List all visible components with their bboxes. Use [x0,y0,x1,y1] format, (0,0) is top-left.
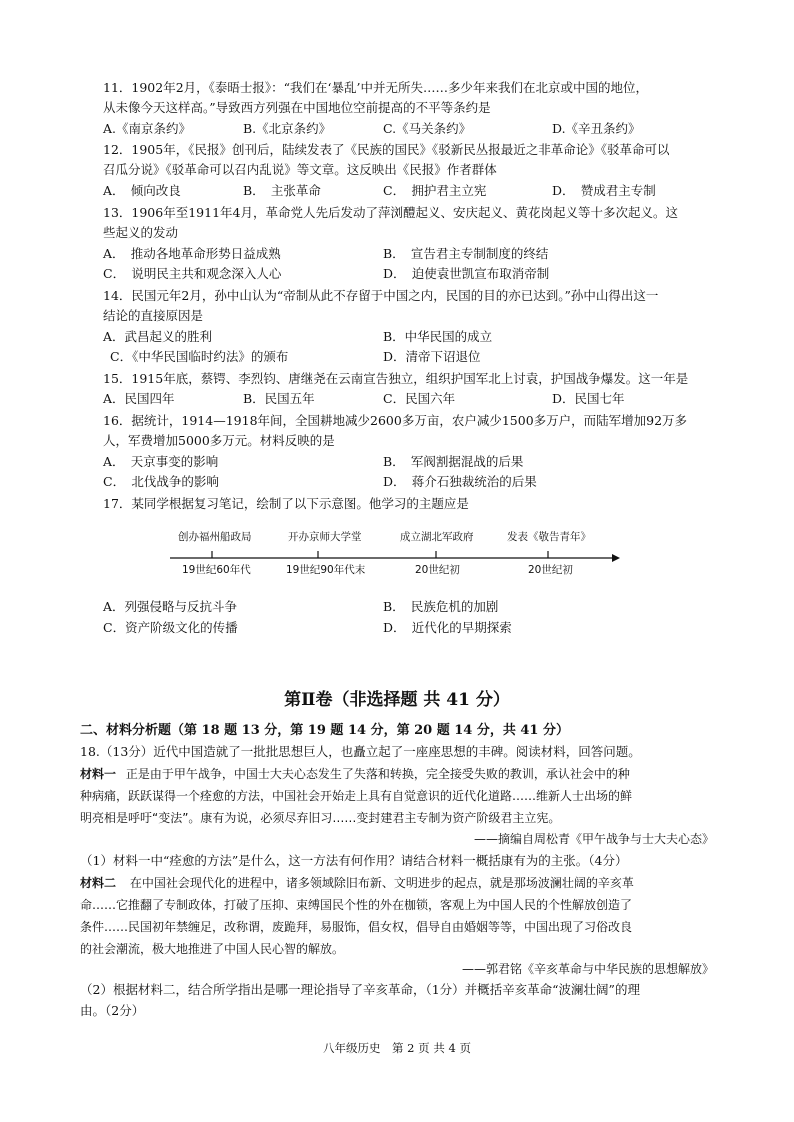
timeline-time-2: 19世纪90年代末 [286,564,366,576]
material-1-source: ——摘编自周松青《甲午战争与士大夫心态》 [473,832,714,846]
material-2-label: 材料二 [80,876,117,890]
q11-stem-line-2: 从未像今天这样高。”导致西方列强在中国地位空前提高的不平等条约是 [103,100,491,115]
material-2-line-2: 命……它推翻了专制政体，打破了压抑、束缚国民个性的外在枷锁，客观上为中国人民的个性解放创造了 [80,898,633,912]
q13-option-a: A． 推动各地革命形势日益成熟 [103,246,281,261]
q15-option-c: C．民国六年 [383,391,456,406]
q14-option-d: D．清帝下诏退位 [383,349,481,364]
q17-option-a: A．列强侵略与反抗斗争 [103,599,238,614]
q14-option-c: C．《中华民国临时约法》的颁布 [110,349,289,364]
timeline-event-3: 成立湖北军政府 [400,531,474,543]
material-2-line-4: 的社会潮流，极大地推进了中国人民心智的解放。 [80,942,345,956]
material-1-line-2: 种病痛，跃跃谋得一个痊愈的方法，中国社会开始走上具有自觉意识的近代化道路……维新人士出场的鲜 [80,789,633,803]
q18-sub-2-line-1: （2）根据材料二，结合所学指出是哪一理论指导了辛亥革命，（1分）并概括辛亥革命“波澜壮阔”的理 [80,982,640,997]
timeline-event-2: 开办京师大学堂 [288,531,362,543]
q12-stem-line-2: 召瓜分说》《驳革命可以召内乱说》等文章。这反映出《民报》作者群体 [103,162,497,177]
q12-option-b: B． 主张革命 [243,183,321,198]
material-1-line-1 [80,764,630,784]
q12-stem-line-1: 12．1905年，《民报》创刊后，陆续发表了《民族的国民》《驳新民丛报最近之非革命论》《驳革命可以 [103,142,670,157]
q13-option-d: D． 迫使袁世凯宣布取消帝制 [383,266,550,281]
q15-stem-line-1: 15．1915年底，蔡锷、李烈钧、唐继尧在云南宣告独立，组织护国军北上讨袁，护国战争爆发。这一年是 [103,371,689,386]
q16-option-a: A． 天京事变的影响 [103,454,219,469]
q16-option-d: D． 蒋介石独裁统治的后果 [383,474,537,489]
q13-stem-line-1: 13．1906年至1911年4月，革命党人先后发动了萍浏醴起义、安庆起义、黄花岗起义等十多次起义。这 [103,205,678,220]
q11-stem-line-1: 11．1902年2月，《泰晤士报》：“我们在‘暴乱’中并无所失……多少年来我们在北京或中国的地位， [103,80,649,95]
section-2-heading: 二、材料分析题（第 18 题 13 分，第 19 题 14 分，第 20 题 14 分，共 41 分） [80,723,569,738]
q12-option-a: A． 倾向改良 [103,183,181,198]
q11-option-d: D.《辛丑条约》 [552,121,641,136]
q11-option-b: B.《北京条约》 [243,121,332,136]
q12-option-c: C． 拥护君主立宪 [383,183,487,198]
q16-stem-line-1: 16．据统计，1914—1918年间，全国耕地减少2600多万亩，农户减少1500多万户，而陆军增加92万多 [103,413,688,428]
q14-stem-line-2: 结论的直接原因是 [103,308,204,323]
q14-option-b: B．中华民国的成立 [383,329,493,344]
q15-option-a: A．民国四年 [103,391,175,406]
q18-sub-2-line-2: 由。（2分） [80,1003,145,1018]
q18-sub-1: （1）材料一中“痊愈的方法”是什么，这一方法有何作用？请结合材料一概括康有为的主张。（4分） [80,853,628,868]
material-2-line-3: 条件……民国初年禁缠足，改称谓，废跪拜，易服饰，倡女权，倡导自由婚姻等等，中国出现了习俗改良 [80,920,633,934]
q11-option-a: A.《南京条约》 [103,121,192,136]
material-1-text-1: 正是由于甲午战争，中国士大夫心态发生了失落和转换，完全接受失败的教训，承认社会中的种 [125,767,630,781]
q14-option-a: A．武昌起义的胜利 [103,329,213,344]
q15-option-b: B．民国五年 [243,391,315,406]
material-2-source: ——郭君铭《辛亥革命与中华民族的思想解放》 [461,962,714,976]
section-2-title: 第Ⅱ卷（非选择题 共 41 分） [284,690,510,710]
timeline-time-1: 19世纪60年代 [182,564,251,576]
q13-option-b: B． 宣告君主专制制度的终结 [383,246,549,261]
q17-option-d: D． 近代化的早期探索 [383,620,512,635]
q12-option-d: D． 赞成君主专制 [552,183,656,198]
timeline-time-4: 20世纪初 [528,564,573,576]
q17-option-c: C．资产阶级文化的传播 [103,620,238,635]
q13-stem-line-2: 些起义的发动 [103,225,179,240]
material-2-line-1 [80,873,634,893]
material-1-line-3: 明亮相是呼吁“变法”。康有为说，必须尽弃旧习……变封建君主专制为资产阶级君主立宪。 [80,811,561,825]
material-1-label: 材料一 [80,767,117,781]
q15-option-d: D．民国七年 [552,391,625,406]
q16-option-b: B． 军阀割据混战的后果 [383,454,524,469]
q16-option-c: C． 北伐战争的影响 [103,474,219,489]
material-2-text-1: 在中国社会现代化的进程中，诸多领域除旧布新、文明进步的起点，就是那场波澜壮阔的辛亥革 [129,876,634,890]
timeline-event-4: 发表《敬告青年》 [507,531,591,543]
timeline-time-3: 20世纪初 [415,564,460,576]
q17-stem-line-1: 17．某同学根据复习笔记，绘制了以下示意图。他学习的主题应是 [103,496,469,511]
timeline-event-1: 创办福州船政局 [178,531,252,543]
q16-stem-line-2: 人，军费增加5000多万元。材料反映的是 [103,433,335,448]
q14-stem-line-1: 14．民国元年2月，孙中山认为“帝制从此不存留于中国之内，民国的目的亦已达到。”孙中山得出这一 [103,288,659,303]
timeline-arrowhead [612,554,620,562]
page-footer: 八年级历史 第 2 页 共 4 页 [323,1041,471,1055]
q17-option-b: B． 民族危机的加剧 [383,599,499,614]
q18-intro: 18.（13分）近代中国造就了一批批思想巨人，也矗立起了一座座思想的丰碑。阅读材料，回答问题。 [80,744,641,759]
q13-option-c: C． 说明民主共和观念深入人心 [103,266,282,281]
q11-option-c: C.《马关条约》 [383,121,472,136]
